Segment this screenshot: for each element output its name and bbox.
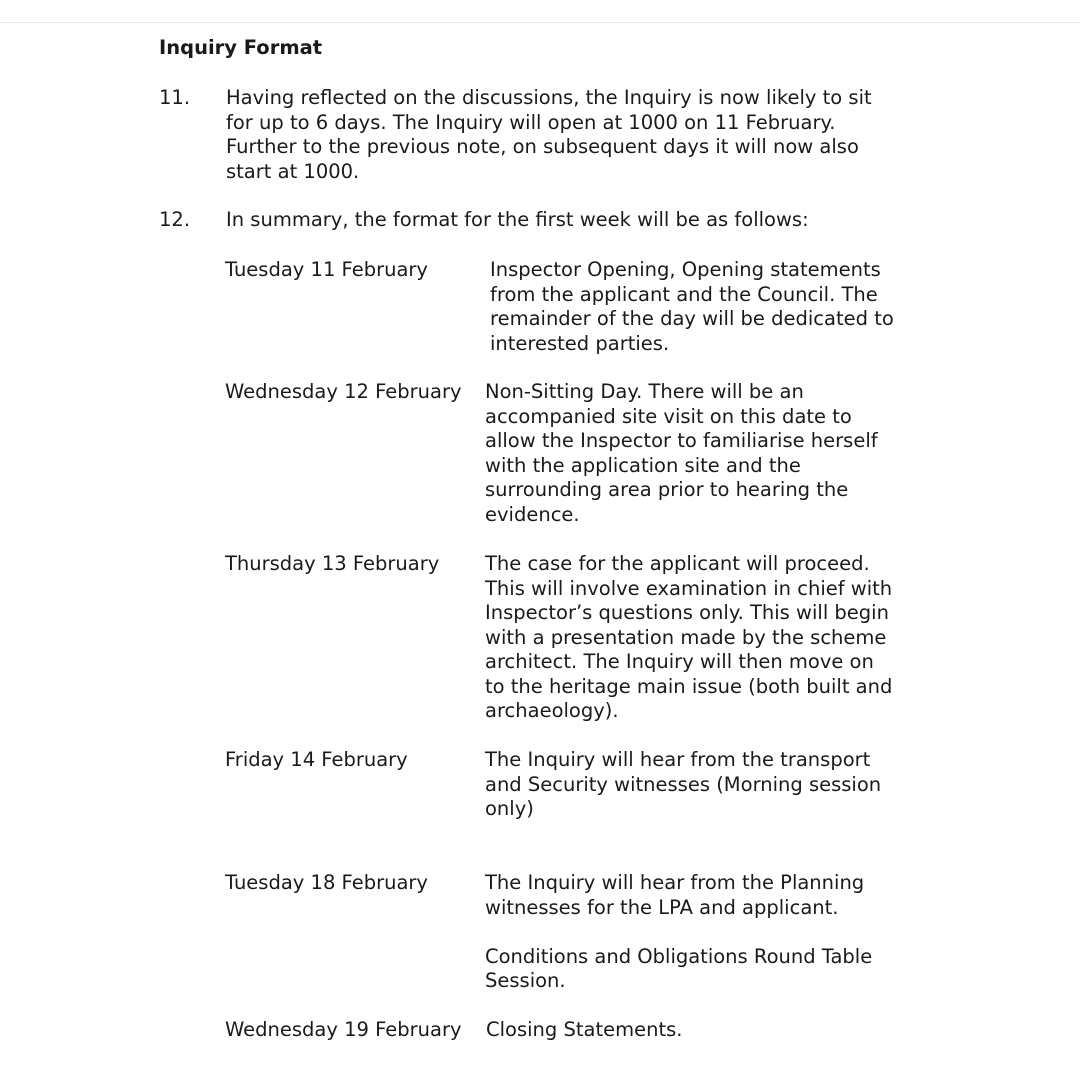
text-line: Further to the previous note, on subsequent days it will now also <box>226 135 859 158</box>
text-line: accompanied site visit on this date to <box>485 404 852 428</box>
text-line: only) <box>485 797 534 820</box>
paragraph-text <box>226 86 946 184</box>
paragraph-number: 11. <box>159 86 191 109</box>
text-line: architect. The Inquiry will then move on <box>485 650 874 673</box>
schedule-day: Tuesday 18 February <box>225 871 428 894</box>
schedule-description <box>490 258 894 356</box>
text-line: Conditions and Obligations Round Table <box>485 944 873 968</box>
text-line: for up to 6 days. The Inquiry will open at 1000 on 11 February. <box>226 110 836 134</box>
schedule-day: Tuesday 11 February <box>225 258 428 281</box>
text-line: and Security witnesses (Morning session <box>485 772 882 796</box>
text-line: This will involve examination in chief with <box>485 576 893 600</box>
blank-line <box>485 920 872 945</box>
text-line: Non-Sitting Day. There will be an <box>485 380 804 403</box>
text-line: Closing Statements. <box>486 1018 683 1041</box>
text-line: allow the Inspector to familiarise herself <box>485 429 878 452</box>
text-line: Inspector’s questions only. This will begin <box>485 601 889 624</box>
text-line: from the applicant and the Council. The <box>490 282 878 306</box>
text-line: The Inquiry will hear from the transport <box>485 748 871 771</box>
schedule-description <box>486 1018 682 1043</box>
text-line: start at 1000. <box>226 159 360 183</box>
paragraph-number: 12. <box>159 208 191 231</box>
schedule-description <box>485 748 881 822</box>
schedule-day: Wednesday 19 February <box>225 1018 462 1041</box>
schedule-description <box>485 871 872 994</box>
text-line: Having reflected on the discussions, the Inquiry is now likely to sit <box>226 86 872 109</box>
text-line: with the application site and the <box>485 453 801 477</box>
text-line: archaeology). <box>485 699 619 722</box>
schedule-description <box>485 552 892 724</box>
schedule-day: Thursday 13 February <box>225 552 440 575</box>
schedule-day: Friday 14 February <box>225 748 408 771</box>
text-line: The case for the applicant will proceed. <box>485 552 870 575</box>
text-line: evidence. <box>485 502 580 526</box>
text-line: with a presentation made by the scheme <box>485 625 887 649</box>
text-line: surrounding area prior to hearing the <box>485 478 849 501</box>
text-line: remainder of the day will be dedicated to <box>490 307 894 330</box>
text-line: The Inquiry will hear from the Planning <box>485 871 865 894</box>
text-line: to the heritage main issue (both built and <box>485 674 893 698</box>
text-line: Inspector Opening, Opening statements <box>490 258 881 281</box>
schedule-description <box>485 380 878 527</box>
text-line: interested parties. <box>490 331 670 355</box>
text-line: In summary, the format for the first week will be as follows: <box>226 208 809 231</box>
paragraph-text <box>226 208 946 233</box>
schedule-day: Wednesday 12 February <box>225 380 462 403</box>
top-divider <box>0 22 1080 23</box>
text-line: witnesses for the LPA and applicant. <box>485 895 839 919</box>
section-heading: Inquiry Format <box>159 36 323 59</box>
text-line: Session. <box>485 969 566 992</box>
